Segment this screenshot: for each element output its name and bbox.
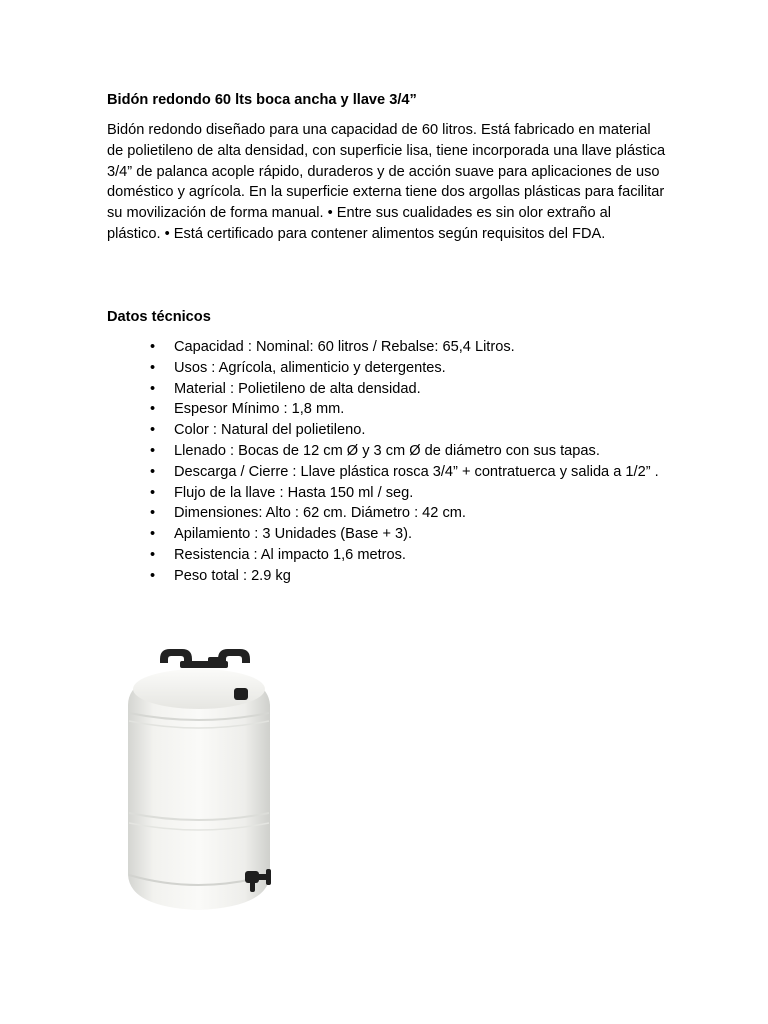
spec-text: Espesor Mínimo : 1,8 mm. [174,401,345,418]
spec-text: Usos : Agrícola, alimenticio y detergentes. [174,359,446,376]
spec-item [107,566,667,587]
document-body [107,90,667,245]
spec-text: Flujo de la llave : Hasta 150 ml / seg. [174,484,414,501]
spec-item [107,337,667,358]
spec-item [107,503,667,524]
spec-text: Apilamiento : 3 Unidades (Base + 3). [174,526,413,543]
product-image [118,645,288,915]
spec-text: Descarga / Cierre : Llave plástica rosca 3/4” + contratuerca y salida a 1/2” . [174,463,659,480]
spec-item [107,483,667,504]
bullet-icon: • [150,339,156,355]
product-description: Bidón redondo diseñado para una capacidad de 60 litros. Está fabricado en material de polietileno de alta densidad, con superficie lisa, tiene incorporada una llave plástica 3/4” de palanca acople rápido, duraderos y de acción suave para aplicaciones de uso doméstico y agrícola. En la superficie externa tiene dos argollas plásticas para facilitar su movilización de forma manual. • Entre sus cualidades es sin olor extraño al plástico. • Está certificado para contener alimentos según requisitos del FDA. [107,122,666,242]
spec-item [107,545,667,566]
bullet-icon: • [150,380,156,397]
bullet-icon: • [150,442,156,459]
bullet-icon: • [150,422,156,439]
specs-list [107,337,667,587]
bullet-icon: • [150,505,156,522]
spec-text: Resistencia : Al impacto 1,6 metros. [174,546,406,563]
bullet-icon: • [150,484,156,501]
spec-item [107,441,667,462]
spec-text: Llenado : Bocas de 12 cm Ø y 3 cm Ø de diámetro con sus tapas. [174,442,600,459]
bullet-icon: • [150,546,156,563]
spec-text: Dimensiones: Alto : 62 cm. Diámetro : 42 cm. [174,505,466,522]
spec-text: Material : Polietileno de alta densidad. [174,380,421,397]
bullet-icon: • [150,567,156,584]
spec-item [107,462,667,483]
spec-text: Capacidad : Nominal: 60 litros / Rebalse: 65,4 Litros. [174,339,515,355]
spec-item [107,420,667,441]
spec-item [107,399,667,420]
page-title: Bidón redondo 60 lts boca ancha y llave 3/4” [107,92,417,108]
spec-item [107,358,667,379]
bullet-icon: • [150,359,156,376]
spec-text: Peso total : 2.9 kg [174,567,291,584]
bullet-icon: • [150,526,156,543]
spec-text: Color : Natural del polietileno. [174,422,366,439]
bullet-icon: • [150,463,156,480]
spec-item [107,524,667,545]
specs-heading: Datos técnicos [107,309,211,325]
drum-icon [118,645,288,915]
spec-item [107,379,667,400]
bullet-icon: • [150,401,156,418]
